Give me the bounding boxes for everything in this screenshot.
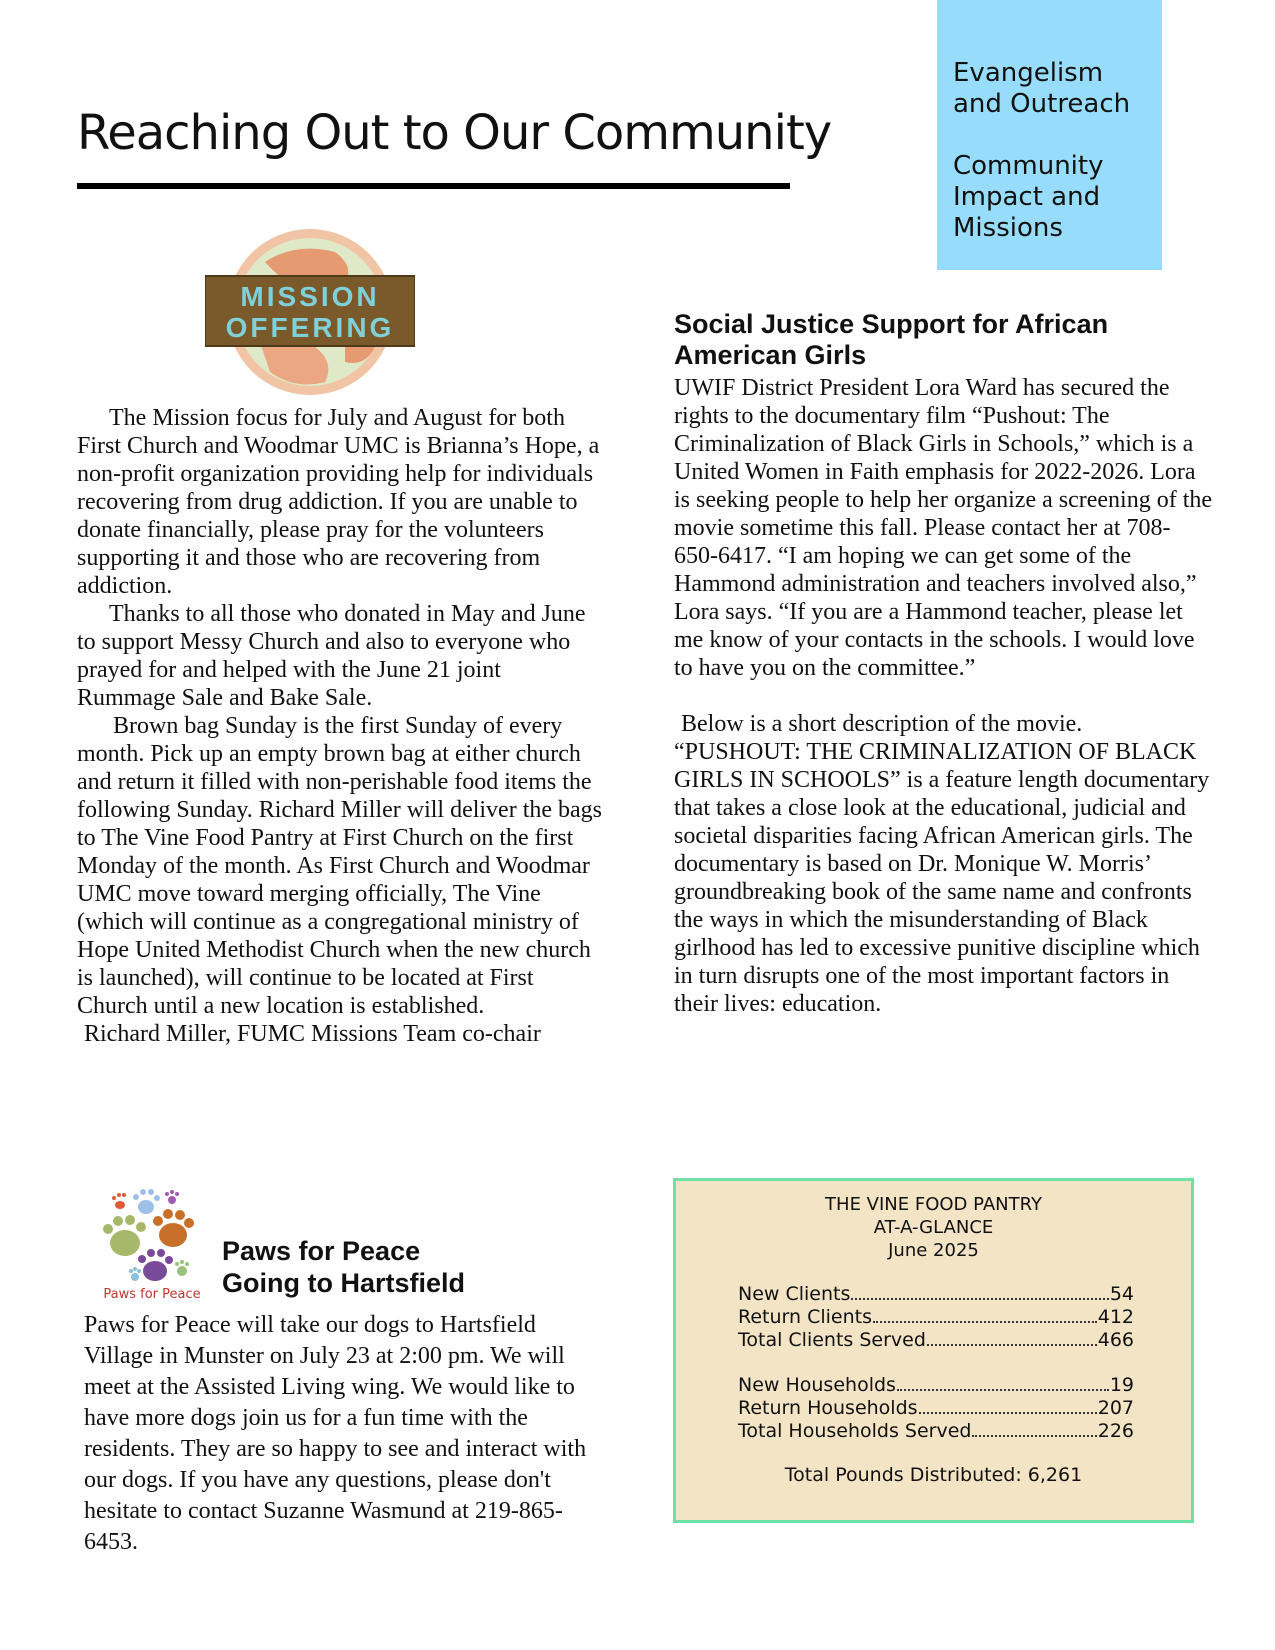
stat-row (738, 1397, 1134, 1420)
stat-row (738, 1329, 1134, 1352)
stat-label: New Households (738, 1374, 896, 1396)
pantry-subtitle: AT-A-GLANCE (873, 1217, 994, 1238)
page-title: Reaching Out to Our Community (77, 105, 832, 161)
sidebar-line: Missions (953, 213, 1063, 243)
pantry-stats-list (738, 1283, 1134, 1443)
social-justice-heading: Social Justice Support for African American Girls (674, 309, 1109, 370)
stat-row (738, 1420, 1134, 1443)
title-underline (77, 183, 790, 189)
stat-value: 466 (1097, 1329, 1134, 1351)
paws-heading-line2: Going to Hartsfield (222, 1268, 465, 1298)
paws-heading (222, 1235, 465, 1299)
mission-logo-line2: OFFERING (225, 312, 395, 343)
stat-row (738, 1283, 1134, 1306)
stat-value: 19 (1109, 1374, 1134, 1396)
stat-label: Return Households (738, 1397, 918, 1419)
mission-logo-line1: MISSION (240, 281, 380, 312)
sidebar-line: Impact and (953, 182, 1101, 212)
stat-value: 226 (1097, 1420, 1134, 1442)
paws-for-peace-logo (100, 1185, 205, 1303)
movie-description: “PUSHOUT: THE CRIMINALIZATION OF BLACK GIRLS IN SCHOOLS” is a feature length documentary that takes a close look at the educational, judicial and societal disparities facing African American girls. The documentary is based on Dr. Monique W. Morris’ groundbreaking book of the same name and confronts the ways in which the misunderstanding of Black girlhood has led to excessive punitive discipline which in turn disrupts one of the most important factors in their lives: education. (674, 739, 1210, 1017)
article-signature: Richard Miller, FUMC Missions Team co-chair (84, 1021, 541, 1047)
section-labels (953, 58, 1156, 244)
food-pantry-stats-box (673, 1178, 1194, 1523)
stat-value: 54 (1109, 1283, 1134, 1305)
mission-paragraph: The Mission focus for July and August for both First Church and Woodmar UMC is Brianna’s Hope, a non-profit organization providing help for individuals recovering from drug addiction. If you are unable to donate financially, please pray for the volunteers supporting it and those who are recovering from addiction. (77, 405, 600, 599)
stat-label: New Clients (738, 1283, 851, 1305)
mission-offering-logo (205, 222, 415, 397)
pantry-title: THE VINE FOOD PANTRY (825, 1194, 1042, 1215)
social-justice-article (674, 374, 1214, 1018)
movie-intro: Below is a short description of the movie. (681, 711, 1083, 737)
stat-row (738, 1306, 1134, 1329)
stat-label: Total Households Served (738, 1420, 972, 1442)
stat-value: 412 (1097, 1306, 1134, 1328)
pantry-header (676, 1193, 1191, 1262)
stat-value: 207 (1097, 1397, 1134, 1419)
paws-logo-caption: Paws for Peace (103, 1287, 201, 1302)
total-pounds: Total Pounds Distributed: 6,261 (784, 1464, 1083, 1486)
pantry-period: June 2025 (888, 1240, 979, 1261)
stat-label: Return Clients (738, 1306, 872, 1328)
sidebar-line: Community (953, 151, 1104, 181)
thanks-paragraph: Thanks to all those who donated in May and June to support Messy Church and also to everyone who prayed for and helped with the June 21 joint Rummage Sale and Bake Sale. (77, 601, 586, 711)
section-sidebar-box (937, 0, 1162, 270)
paws-heading-line1: Paws for Peace (222, 1236, 421, 1266)
paw-prints-icon (103, 1189, 194, 1281)
sidebar-line: Evangelism (953, 58, 1104, 88)
stat-label: Total Clients Served (738, 1329, 926, 1351)
sidebar-line: and Outreach (953, 89, 1131, 119)
paws-body: Paws for Peace will take our dogs to Hartsfield Village in Munster on July 23 at 2:00 pm. We will meet at the Assisted Living wing. We would like to have more dogs join us for a fun time with the residents. They are so happy to see and interact with our dogs. If you have any questions, please don't hesitate to contact Suzanne Wasmund at 219-865-6453. (84, 1312, 587, 1555)
social-justice-paragraph: UWIF District President Lora Ward has secured the rights to the documentary film “Pushout: The Criminalization of Black Girls in Schools,” which is a United Women in Faith emphasis for 2022-2026. Lora is seeking people to help her organize a screening of the movie sometime this fall. Please contact her at 708-650-6417. “I am hoping we can get some of the Hammond administration and teachers involved also,” Lora says. “If you are a Hammond teacher, please let me know of your contacts in the schools. I would love to have you on the committee.” (674, 375, 1213, 681)
brown-bag-paragraph: Brown bag Sunday is the first Sunday of every month. Pick up an empty brown bag at either church and return it filled with non-perishable food items the following Sunday. Richard Miller will deliver the bags to The Vine Food Pantry at First Church on the first Monday of the month. As First Church and Woodmar UMC move toward merging officially, The Vine (which will continue as a congregational ministry of Hope United Methodist Church when the new church is launched), will continue to be located at First Church until a new location is established. (77, 713, 603, 1019)
stat-row (738, 1374, 1134, 1397)
mission-article (77, 404, 602, 1048)
